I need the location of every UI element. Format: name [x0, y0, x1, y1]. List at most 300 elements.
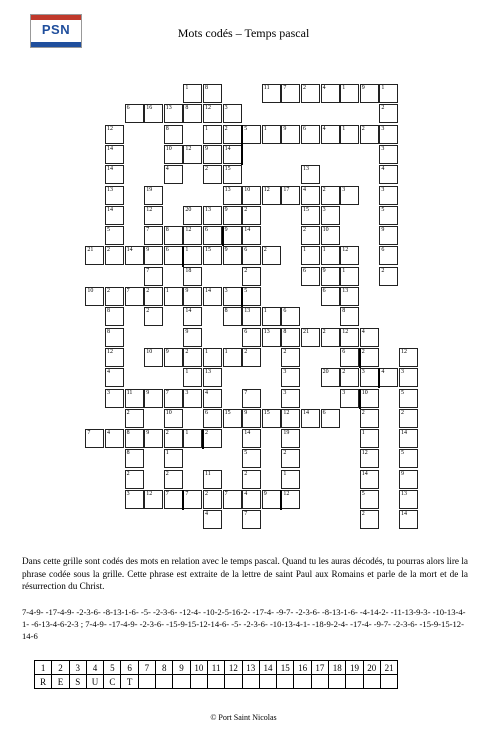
grid-cell[interactable]: [183, 246, 202, 265]
cell-code-number: 5: [244, 288, 248, 294]
grid-cell[interactable]: [399, 449, 418, 468]
grid-cell[interactable]: [242, 429, 261, 448]
grid-cell[interactable]: [203, 389, 222, 408]
grid-cell[interactable]: [125, 470, 144, 489]
grid-cell[interactable]: [144, 348, 163, 367]
cell-code-number: 11: [126, 389, 133, 396]
grid-cell[interactable]: [301, 84, 320, 103]
grid-cell[interactable]: [262, 84, 281, 103]
grid-cell[interactable]: [301, 246, 320, 265]
grid-cell[interactable]: [144, 490, 163, 509]
grid-cell[interactable]: [125, 389, 144, 408]
cell-code-number: 1: [185, 369, 189, 376]
cell-code-number: 13: [165, 105, 172, 112]
grid-cell[interactable]: [242, 267, 261, 286]
grid-cell[interactable]: [164, 145, 183, 164]
grid-cell[interactable]: [164, 125, 183, 144]
grid-cell[interactable]: [360, 470, 379, 489]
cell-code-number: 9: [263, 491, 267, 497]
grid-cell[interactable]: [203, 165, 222, 184]
grid-cell[interactable]: [203, 490, 222, 509]
grid-cell[interactable]: [399, 490, 418, 509]
key-letter-cell[interactable]: [242, 675, 259, 689]
key-number-cell: 4: [86, 661, 103, 675]
grid-cell[interactable]: [203, 348, 222, 367]
word-separator-bar: [241, 125, 243, 145]
key-number-cell: 7: [138, 661, 155, 675]
cell-code-number: 2: [322, 186, 326, 193]
grid-cell[interactable]: [340, 287, 359, 306]
grid-cell[interactable]: [223, 287, 242, 306]
key-letter-cell[interactable]: [138, 675, 155, 689]
grid-cell[interactable]: [105, 246, 124, 265]
grid-cell[interactable]: [242, 328, 261, 347]
cell-code-number: 4: [361, 328, 365, 335]
grid-cell[interactable]: [321, 267, 340, 286]
cell-code-number: 12: [283, 409, 290, 416]
cell-code-number: 14: [126, 247, 133, 254]
cell-code-number: 13: [303, 166, 309, 173]
grid-cell[interactable]: [321, 409, 340, 428]
key-letter-cell[interactable]: U: [86, 675, 103, 689]
grid-cell[interactable]: [242, 389, 261, 408]
grid-cell[interactable]: [144, 186, 163, 205]
grid-cell[interactable]: [242, 490, 261, 509]
grid-cell[interactable]: [321, 186, 340, 205]
cell-code-number: 9: [401, 470, 404, 477]
grid-cell[interactable]: [321, 328, 340, 347]
grid-cell[interactable]: [360, 84, 379, 103]
grid-cell[interactable]: [360, 389, 379, 408]
grid-cell[interactable]: [301, 186, 320, 205]
grid-cell[interactable]: [164, 470, 183, 489]
grid-cell[interactable]: [164, 165, 183, 184]
grid-cell[interactable]: [164, 104, 183, 123]
grid-cell[interactable]: [242, 246, 261, 265]
grid-cell[interactable]: [340, 267, 359, 286]
grid-cell[interactable]: [399, 348, 418, 367]
grid-cell[interactable]: [360, 490, 379, 509]
grid-cell[interactable]: [262, 328, 281, 347]
cell-code-number: 2: [381, 267, 385, 274]
grid-cell[interactable]: [223, 145, 242, 164]
grid-cell[interactable]: [340, 389, 359, 408]
grid-cell[interactable]: [203, 429, 222, 448]
grid-cell[interactable]: [223, 409, 242, 428]
grid-cell[interactable]: [125, 104, 144, 123]
cell-code-number: 5: [107, 227, 110, 234]
grid-cell[interactable]: [105, 287, 124, 306]
grid-cell[interactable]: [164, 389, 183, 408]
grid-cell[interactable]: [281, 348, 300, 367]
grid-cell[interactable]: [144, 246, 163, 265]
grid-cell[interactable]: [242, 307, 261, 326]
grid-cell[interactable]: [242, 226, 261, 245]
cell-code-number: 8: [283, 328, 287, 335]
cell-code-number: 2: [244, 206, 248, 213]
grid-cell[interactable]: [399, 409, 418, 428]
key-letter-cell[interactable]: [294, 675, 311, 689]
grid-cell[interactable]: [340, 84, 359, 103]
grid-cell[interactable]: [223, 104, 242, 123]
grid-cell[interactable]: [164, 226, 183, 245]
grid-cell[interactable]: [183, 84, 202, 103]
cell-code-number: 12: [361, 450, 368, 457]
grid-cell[interactable]: [281, 449, 300, 468]
cell-code-number: 2: [381, 105, 385, 112]
grid-cell[interactable]: [85, 429, 104, 448]
cell-code-number: 11: [263, 85, 270, 91]
cell-code-number: 2: [361, 409, 365, 416]
cell-code-number: 5: [381, 206, 385, 213]
grid-cell[interactable]: [399, 470, 418, 489]
grid-cell[interactable]: [183, 389, 202, 408]
cell-code-number: 7: [165, 491, 169, 497]
grid-cell[interactable]: [164, 429, 183, 448]
grid-cell[interactable]: [183, 226, 202, 245]
grid-cell[interactable]: [281, 186, 300, 205]
grid-cell[interactable]: [223, 490, 242, 509]
grid-cell[interactable]: [125, 449, 144, 468]
cell-code-number: 14: [205, 288, 211, 294]
grid-cell[interactable]: [164, 490, 183, 509]
grid-cell[interactable]: [223, 307, 242, 326]
grid-cell[interactable]: [301, 206, 320, 225]
grid-cell[interactable]: [262, 307, 281, 326]
grid-cell[interactable]: [360, 328, 379, 347]
grid-cell[interactable]: [203, 206, 222, 225]
grid-cell[interactable]: [379, 226, 398, 245]
grid-cell[interactable]: [203, 104, 222, 123]
cell-code-number: 5: [401, 389, 404, 396]
key-letter-cell[interactable]: [329, 675, 346, 689]
grid-cell[interactable]: [281, 125, 300, 144]
grid-cell[interactable]: [164, 287, 183, 306]
grid-cell[interactable]: [399, 389, 418, 408]
grid-cell[interactable]: [203, 226, 222, 245]
key-letter-cell[interactable]: [173, 675, 190, 689]
grid-cell[interactable]: [262, 490, 281, 509]
grid-cell[interactable]: [301, 267, 320, 286]
grid-cell[interactable]: [164, 409, 183, 428]
key-letter-cell[interactable]: [380, 675, 397, 689]
grid-cell[interactable]: [203, 368, 222, 387]
cell-code-number: 10: [165, 409, 172, 416]
grid-cell[interactable]: [164, 449, 183, 468]
grid-cell[interactable]: [340, 307, 359, 326]
key-letter-cell[interactable]: [277, 675, 294, 689]
cell-code-number: 1: [165, 288, 169, 294]
grid-cell[interactable]: [183, 206, 202, 225]
grid-cell[interactable]: [281, 470, 300, 489]
grid-cell[interactable]: [203, 470, 222, 489]
grid-cell[interactable]: [105, 368, 124, 387]
cell-code-number: 4: [381, 166, 385, 173]
grid-cell[interactable]: [203, 145, 222, 164]
grid-cell[interactable]: [301, 328, 320, 347]
grid-cell[interactable]: [183, 368, 202, 387]
grid-cell[interactable]: [105, 145, 124, 164]
grid-cell[interactable]: [399, 368, 418, 387]
grid-cell[interactable]: [340, 348, 359, 367]
grid-cell[interactable]: [379, 246, 398, 265]
grid-cell[interactable]: [105, 165, 124, 184]
grid-cell[interactable]: [223, 206, 242, 225]
grid-cell[interactable]: [321, 287, 340, 306]
cell-code-number: 2: [244, 348, 248, 355]
grid-cell[interactable]: [301, 226, 320, 245]
grid-cell[interactable]: [183, 287, 202, 306]
grid-cell[interactable]: [105, 186, 124, 205]
grid-cell[interactable]: [105, 226, 124, 245]
key-number-cell: 6: [121, 661, 138, 675]
key-letter-cell[interactable]: [311, 675, 328, 689]
grid-cell[interactable]: [144, 389, 163, 408]
grid-cell[interactable]: [183, 490, 202, 509]
grid-cell[interactable]: [85, 246, 104, 265]
grid-cell[interactable]: [281, 307, 300, 326]
grid-cell[interactable]: [203, 84, 222, 103]
grid-cell[interactable]: [144, 267, 163, 286]
grid-cell[interactable]: [262, 409, 281, 428]
grid-cell[interactable]: [203, 510, 222, 529]
word-separator-bar: [378, 368, 380, 388]
grid-cell[interactable]: [85, 287, 104, 306]
grid-cell[interactable]: [105, 429, 124, 448]
grid-cell[interactable]: [301, 165, 320, 184]
key-letter-cell[interactable]: T: [121, 675, 138, 689]
cell-code-number: 3: [342, 186, 346, 193]
grid-cell[interactable]: [223, 125, 242, 144]
cell-code-number: 13: [107, 186, 113, 193]
cell-code-number: 3: [342, 389, 346, 396]
grid-cell[interactable]: [379, 267, 398, 286]
grid-cell[interactable]: [242, 449, 261, 468]
grid-cell[interactable]: [301, 125, 320, 144]
grid-cell[interactable]: [164, 246, 183, 265]
grid-cell[interactable]: [321, 125, 340, 144]
key-letter-cell[interactable]: [346, 675, 363, 689]
grid-cell[interactable]: [203, 246, 222, 265]
grid-cell[interactable]: [242, 510, 261, 529]
cell-code-number: 6: [244, 328, 248, 335]
cell-code-number: 10: [322, 227, 329, 234]
grid-cell[interactable]: [399, 510, 418, 529]
grid-cell[interactable]: [105, 206, 124, 225]
grid-cell[interactable]: [281, 490, 300, 509]
cell-code-number: 2: [361, 348, 365, 355]
grid-cell[interactable]: [203, 125, 222, 144]
grid-cell[interactable]: [223, 165, 242, 184]
cell-code-number: 1: [303, 247, 306, 254]
cell-code-number: 10: [165, 145, 172, 152]
cell-code-number: 13: [224, 186, 231, 193]
grid-cell[interactable]: [340, 328, 359, 347]
grid-cell[interactable]: [262, 186, 281, 205]
cell-code-number: 4: [303, 186, 306, 193]
grid-cell[interactable]: [281, 429, 300, 448]
key-number-cell: 8: [156, 661, 173, 675]
grid-cell[interactable]: [242, 409, 261, 428]
cell-code-number: 3: [381, 145, 385, 152]
grid-cell[interactable]: [360, 510, 379, 529]
cell-code-number: 1: [322, 247, 326, 254]
coded-sentence: 7-4-9- -17-4-9- -2-3-6- -8-13-1-6- -5- -2-3-6- -12-4- -10-2-5-16-2- -17-4- -9-7- -2-3-6- -8-13-1-6- -4-14-2- -11-13-9-3- -10-13-4-1- -6-13-4-6-2-3 ; 7-4-9- -17-4-9- -2-3-6- -15-9-15-12-14-6- -5- -2-3-6- -10-13-4-1- -18-9-2-4- -17-4- -9-7- -2-3-6- -15-9-15-12-14-6: [22, 607, 466, 641]
key-letter-cell[interactable]: R: [35, 675, 52, 689]
cell-code-number: 9: [224, 206, 228, 213]
grid-cell[interactable]: [164, 348, 183, 367]
grid-cell[interactable]: [144, 307, 163, 326]
cell-code-number: 15: [303, 206, 309, 213]
grid-cell[interactable]: [379, 104, 398, 123]
grid-cell[interactable]: [399, 429, 418, 448]
grid-cell[interactable]: [203, 409, 222, 428]
cell-code-number: 9: [283, 125, 287, 132]
grid-cell[interactable]: [183, 267, 202, 286]
grid-cell[interactable]: [321, 368, 340, 387]
key-letter-cell[interactable]: [190, 675, 207, 689]
grid-cell[interactable]: [360, 125, 379, 144]
cell-code-number: 6: [283, 308, 287, 315]
grid-cell[interactable]: [144, 206, 163, 225]
grid-cell[interactable]: [105, 328, 124, 347]
key-letter-cell[interactable]: [363, 675, 380, 689]
key-number-cell: 3: [69, 661, 86, 675]
grid-cell[interactable]: [242, 206, 261, 225]
key-letter-cell[interactable]: [156, 675, 173, 689]
grid-cell[interactable]: [281, 328, 300, 347]
grid-cell[interactable]: [379, 165, 398, 184]
grid-cell[interactable]: [105, 125, 124, 144]
grid-cell[interactable]: [321, 226, 340, 245]
grid-cell[interactable]: [183, 348, 202, 367]
grid-cell[interactable]: [281, 389, 300, 408]
cell-code-number: 1: [342, 125, 346, 132]
cell-code-number: 18: [185, 267, 192, 274]
grid-cell[interactable]: [125, 246, 144, 265]
key-letter-cell[interactable]: [225, 675, 242, 689]
key-letter-cell[interactable]: [207, 675, 224, 689]
copyright-footer: © Port Saint Nicolas: [210, 713, 277, 722]
cell-code-number: 8: [342, 308, 346, 315]
grid-cell[interactable]: [301, 409, 320, 428]
grid-cell[interactable]: [242, 186, 261, 205]
grid-cell[interactable]: [360, 449, 379, 468]
cell-code-number: 2: [126, 470, 130, 477]
grid-cell[interactable]: [379, 84, 398, 103]
decoding-key-table: [34, 660, 398, 689]
grid-cell[interactable]: [379, 186, 398, 205]
grid-cell[interactable]: [144, 429, 163, 448]
cell-code-number: 7: [87, 430, 91, 437]
key-letter-cell[interactable]: [259, 675, 276, 689]
grid-cell[interactable]: [340, 368, 359, 387]
cell-code-number: 1: [185, 85, 189, 91]
key-letter-cell[interactable]: S: [69, 675, 86, 689]
cell-code-number: 8: [224, 308, 228, 315]
cell-code-number: 9: [205, 145, 208, 152]
cell-code-number: 6: [165, 247, 169, 254]
grid-cell[interactable]: [223, 348, 242, 367]
grid-cell[interactable]: [340, 125, 359, 144]
grid-cell[interactable]: [105, 348, 124, 367]
cell-code-number: 6: [244, 247, 248, 254]
grid-cell[interactable]: [203, 287, 222, 306]
cell-code-number: 1: [224, 348, 228, 355]
cell-code-number: 3: [185, 389, 189, 396]
grid-cell[interactable]: [144, 287, 163, 306]
key-letter-cell[interactable]: C: [104, 675, 121, 689]
cell-code-number: 7: [224, 491, 228, 497]
grid-cell[interactable]: [105, 307, 124, 326]
grid-cell[interactable]: [125, 429, 144, 448]
key-number-cell: 1: [35, 661, 52, 675]
cell-code-number: 19: [283, 430, 290, 437]
grid-cell[interactable]: [321, 206, 340, 225]
grid-cell[interactable]: [144, 104, 163, 123]
cell-code-number: 7: [126, 288, 130, 294]
grid-cell[interactable]: [379, 125, 398, 144]
grid-cell[interactable]: [340, 246, 359, 265]
grid-cell[interactable]: [223, 186, 242, 205]
grid-cell[interactable]: [360, 429, 379, 448]
grid-cell[interactable]: [125, 490, 144, 509]
grid-cell[interactable]: [281, 409, 300, 428]
cell-code-number: 6: [303, 267, 306, 274]
key-number-cell: 2: [52, 661, 69, 675]
grid-cell[interactable]: [242, 287, 261, 306]
grid-cell[interactable]: [321, 84, 340, 103]
cell-code-number: 2: [107, 247, 110, 254]
grid-cell[interactable]: [223, 226, 242, 245]
grid-cell[interactable]: [379, 145, 398, 164]
grid-cell[interactable]: [360, 368, 379, 387]
grid-cell[interactable]: [183, 328, 202, 347]
grid-cell[interactable]: [321, 246, 340, 265]
cell-code-number: 9: [146, 389, 150, 396]
grid-cell[interactable]: [183, 307, 202, 326]
grid-cell[interactable]: [125, 409, 144, 428]
grid-cell[interactable]: [262, 125, 281, 144]
grid-cell[interactable]: [183, 104, 202, 123]
grid-cell[interactable]: [379, 206, 398, 225]
grid-cell[interactable]: [242, 125, 261, 144]
grid-cell[interactable]: [281, 84, 300, 103]
grid-cell[interactable]: [360, 409, 379, 428]
grid-cell[interactable]: [125, 287, 144, 306]
cell-code-number: 10: [244, 186, 251, 193]
grid-cell[interactable]: [223, 246, 242, 265]
cell-code-number: 2: [244, 470, 248, 477]
cell-code-number: 2: [205, 166, 208, 173]
key-letter-cell[interactable]: E: [52, 675, 69, 689]
cell-code-number: 3: [283, 369, 287, 376]
grid-cell[interactable]: [183, 429, 202, 448]
grid-cell[interactable]: [379, 368, 398, 387]
grid-cell[interactable]: [340, 186, 359, 205]
grid-cell[interactable]: [144, 226, 163, 245]
grid-cell[interactable]: [281, 368, 300, 387]
grid-cell[interactable]: [105, 389, 124, 408]
cell-code-number: 12: [146, 491, 153, 497]
grid-cell[interactable]: [242, 348, 261, 367]
cell-code-number: 12: [107, 348, 113, 355]
grid-cell[interactable]: [360, 348, 379, 367]
grid-cell[interactable]: [183, 145, 202, 164]
grid-cell[interactable]: [262, 246, 281, 265]
cell-code-number: 1: [361, 430, 365, 437]
grid-cell[interactable]: [242, 470, 261, 489]
